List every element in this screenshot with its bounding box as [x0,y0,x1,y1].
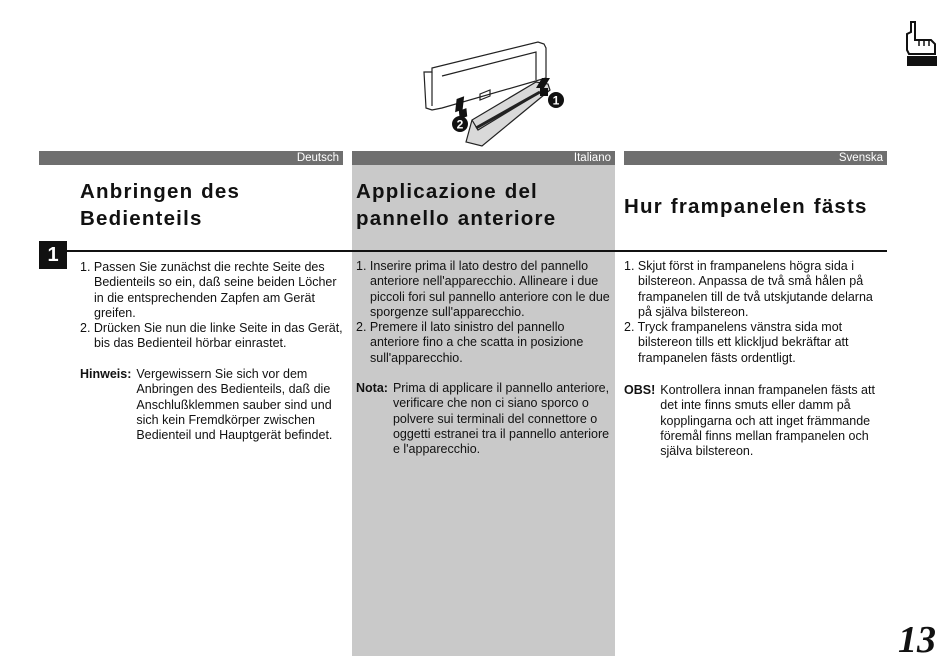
instruction-step: 2. Tryck frampanelens vänstra sida mot bilstereon tills ett klickljud bekräftar att frampanelen fästs ordentligt. [624,320,849,365]
note-svenska [624,383,886,459]
note-label: Hinweis: [80,367,132,381]
instruction-step: 1. Inserire prima il lato destro del pannello anteriore nell'apparecchio. Allineare i due piccoli fori sul pannello anteriore con le due sporgenze sull'apparecchio. [356,259,610,319]
title-line: Applicazione del [356,180,538,203]
note-label: OBS! [624,383,656,397]
language-bar-svenska: Svenska [624,151,887,165]
instruction-step: 1. Passen Sie zunächst die rechte Seite des Bedienteils so ein, daß seine beiden Löcher in die entsprechenden Zapfen am Gerät greifen. [80,260,337,320]
instructions-italiano [356,259,612,366]
title-line: pannello anteriore [356,207,557,230]
note-italiano [356,381,612,457]
section-title-deutsch [80,178,345,232]
callout-1-label: 1 [552,93,560,108]
title-line: Anbringen des [80,180,241,203]
callout-2-label: 2 [456,117,464,132]
instructions-svenska [624,259,886,366]
section-title-italiano [356,178,611,232]
note-label: Nota: [356,381,388,395]
section-divider [39,250,887,252]
step-number-badge: 1 [39,241,67,269]
language-bar-italiano: Italiano [352,151,615,165]
note-text: Kontrollera innan frampanelen fästs att det inte finns smuts eller damm på kopplingarna och att inget främmande föremål finns mellan frampanelen och själva bilstereon. [660,383,875,459]
title-line: Hur frampanelen fästs [624,195,868,218]
note-deutsch [80,367,345,443]
hand-pointing-icon [905,20,937,66]
instructions-deutsch [80,260,345,352]
note-text: Prima di applicare il pannello anteriore, verificare che non ci siano sporco o polvere sui terminali del connettore o oggetti estranei tra il pannello anteriore e l'apparecchio. [392,381,610,457]
page-number: 13 [898,619,936,661]
language-bar-deutsch: Deutsch [39,151,343,165]
title-line: Bedienteils [80,207,203,230]
section-title-svenska [624,193,887,220]
faceplate-illustration [420,38,570,148]
instruction-step: 1. Skjut först in frampanelens högra sida i bilstereon. Anpassa de två små hålen på frampanelen till de två utskjutande delarna på själva bilstereon. [624,259,873,319]
instruction-step: 2. Premere il lato sinistro del pannello anteriore fino a che scatta in posizione sull'apparecchio. [356,320,584,365]
note-text: Vergewissern Sie sich vor dem Anbringen des Bedienteils, daß die Anschlußklemmen sauber sind und sich kein Fremdkörper zwischen Bedienteil und Hauptgerät befindet. [136,367,333,443]
instruction-step: 2. Drücken Sie nun die linke Seite in das Gerät, bis das Bedienteil hörbar einrastet. [80,321,343,351]
